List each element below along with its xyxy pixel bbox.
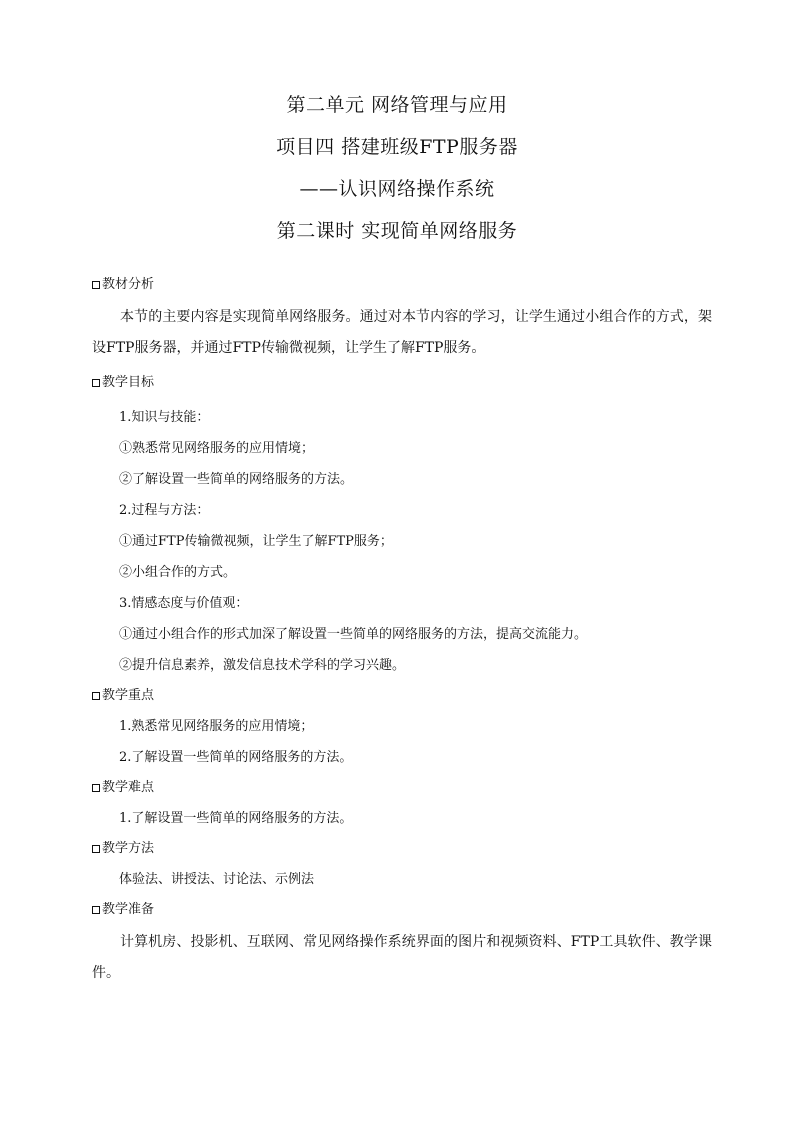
- section-goals: [92, 368, 712, 681]
- heading-text: 教材分析: [102, 277, 155, 292]
- section-heading: [92, 270, 712, 300]
- section-difficulties: [92, 773, 712, 834]
- subtitle: ——认识网络操作系统: [299, 178, 495, 200]
- checkbox-square-icon: [92, 906, 100, 914]
- list-item: 3.情感态度与价值观：: [119, 596, 249, 611]
- heading-text: 教学难点: [102, 780, 155, 795]
- list-item: ②提升信息素养，激发信息技术学科的学习兴趣。: [119, 658, 406, 673]
- list-item: 1.熟悉常见网络服务的应用情境；: [119, 719, 314, 734]
- list-item: 2.过程与方法：: [119, 503, 210, 518]
- heading-text: 教学准备: [102, 902, 155, 917]
- document-title: [0, 84, 794, 252]
- section-methods: [92, 834, 712, 895]
- checkbox-square-icon: [92, 379, 100, 387]
- list-item: ②小组合作的方式。: [119, 565, 237, 580]
- section-heading: [92, 773, 712, 803]
- checkbox-square-icon: [92, 692, 100, 700]
- project-title: 项目四 搭建班级FTP服务器: [276, 136, 518, 158]
- list-item: 体验法、讲授法、讨论法、示例法: [119, 872, 315, 887]
- list-item: 1.知识与技能：: [119, 410, 210, 425]
- document-body: [92, 270, 712, 989]
- preparation-paragraph: 计算机房、投影机、互联网、常见网络操作系统界面的图片和视频资料、FTP工具软件、教学课件。: [92, 934, 712, 981]
- section-heading: [92, 368, 712, 398]
- list-item: ②了解设置一些简单的网络服务的方法。: [119, 472, 354, 487]
- section-heading: [92, 681, 712, 711]
- analysis-paragraph: 本节的主要内容是实现简单网络服务。通过对本节内容的学习，让学生通过小组合作的方式，架设FTP服务器，并通过FTP传输微视频，让学生了解FTP服务。: [92, 309, 712, 356]
- list-item: ①熟悉常见网络服务的应用情境；: [119, 441, 315, 456]
- list-item: ①通过小组合作的形式加深了解设置一些简单的网络服务的方法，提高交流能力。: [119, 627, 588, 642]
- unit-title: 第二单元 网络管理与应用: [286, 94, 508, 116]
- heading-text: 教学重点: [102, 688, 155, 703]
- heading-text: 教学方法: [102, 841, 155, 856]
- heading-text: 教学目标: [102, 375, 155, 390]
- list-item: 2.了解设置一些简单的网络服务的方法。: [119, 750, 353, 765]
- section-preparation: [92, 895, 712, 989]
- list-item: 1.了解设置一些简单的网络服务的方法。: [119, 811, 353, 826]
- section-heading: [92, 834, 712, 864]
- checkbox-square-icon: [92, 845, 100, 853]
- lesson-title: 第二课时 实现简单网络服务: [276, 220, 518, 242]
- list-item: ①通过FTP传输微视频，让学生了解FTP服务；: [119, 534, 393, 549]
- section-heading: [92, 895, 712, 925]
- checkbox-square-icon: [92, 784, 100, 792]
- section-analysis: [92, 270, 712, 364]
- checkbox-square-icon: [92, 281, 100, 289]
- section-key-points: [92, 681, 712, 773]
